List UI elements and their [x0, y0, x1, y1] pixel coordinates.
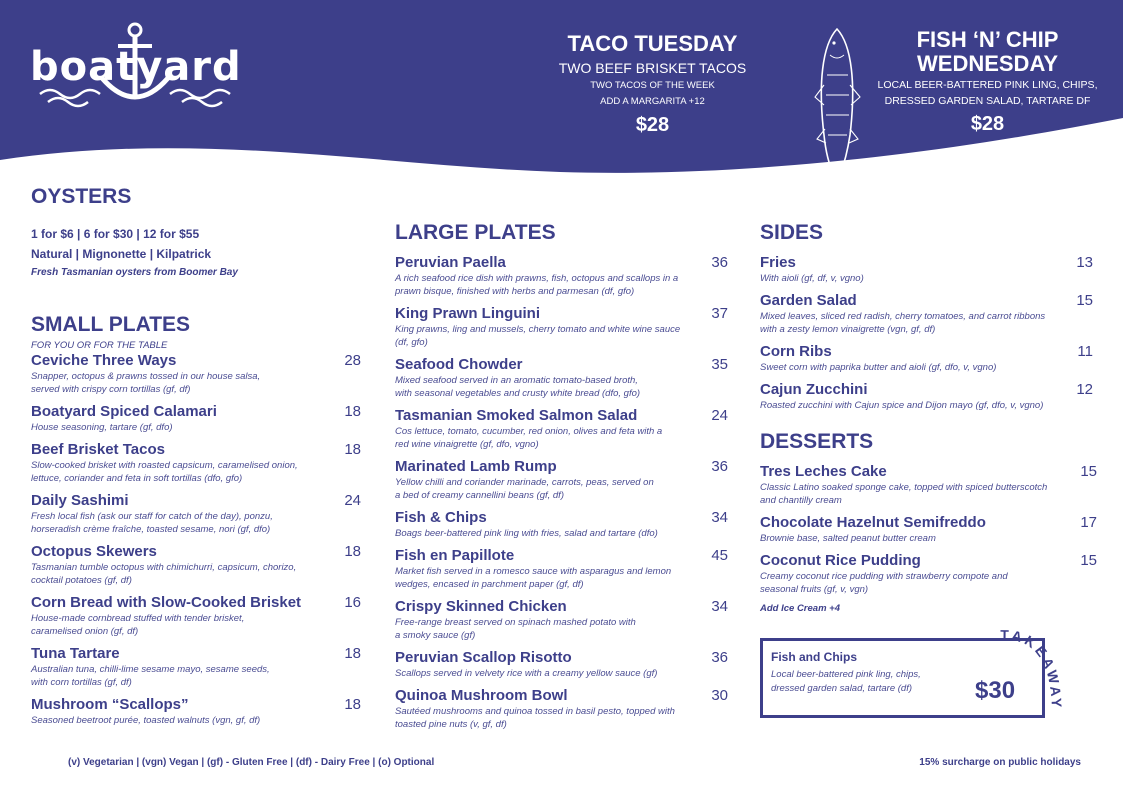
menu-item-price: 34 [711, 598, 728, 615]
menu-item-description: Classic Latino soaked sponge cake, topped with spiced butterscotch [760, 482, 1048, 493]
promo-note: LOCAL BEER-BATTERED PINK LING, CHIPS, [877, 79, 1098, 91]
menu-item [395, 457, 728, 502]
menu-item-name: Peruvian Paella [395, 254, 506, 271]
takeaway-price: $30 [975, 677, 1016, 704]
promo-subtitle: TWO BEEF BRISKET TACOS [558, 60, 747, 76]
menu-item-price: 18 [344, 543, 361, 560]
menu-item-description: Yellow chilli and coriander marinade, carrots, peas, served on [395, 477, 654, 488]
oyster-pricing: 1 for $6 | 6 for $30 | 12 for $55 [31, 227, 200, 241]
menu-item-name: Daily Sashimi [31, 492, 129, 509]
menu-item-name: Cajun Zucchini [760, 381, 868, 398]
fish-wednesday-promo [875, 28, 1100, 136]
menu-item [395, 686, 728, 731]
menu-item-description: a bed of creamy cannellini beans (gf, df) [395, 490, 564, 501]
menu-item-description: Creamy coconut rice pudding with strawberry compote and [760, 571, 1008, 582]
menu-item-description: served with crispy corn tortillas (gf, df) [31, 384, 191, 395]
menu-item [395, 253, 728, 298]
menu-item-name: Ceviche Three Ways [31, 352, 177, 369]
menu-item-description: Mixed seafood served in an aromatic tomato-based broth, [395, 375, 638, 386]
menu-item [31, 695, 361, 727]
menu-item-name: Tuna Tartare [31, 645, 120, 662]
menu-item-description: Mixed leaves, sliced red radish, cherry tomatoes, and carrot ribbons [760, 311, 1046, 322]
menu-item-price: 36 [711, 458, 728, 475]
menu-item-price: 13 [1076, 254, 1093, 271]
small-plates-heading: SMALL PLATES [31, 313, 191, 336]
menu-item-description: with a zesty lemon vinaigrette (vgn, gf, df) [760, 324, 936, 335]
menu-item-price: 24 [344, 492, 361, 509]
menu-item [395, 508, 728, 540]
menu-item-description: Sweet corn with paprika butter and aioli (gf, dfo, v, vgno) [760, 362, 997, 373]
menu-item [760, 253, 1093, 285]
promo-price: $28 [635, 114, 670, 136]
menu-item [760, 513, 1097, 545]
menu-item [31, 351, 361, 396]
svg-text:TAKEAWAY: TAKEAWAY [1000, 626, 1066, 711]
menu-item [760, 291, 1093, 336]
menu-item-description: Free-range breast served on spinach mashed potato with [395, 617, 636, 628]
sides-heading: SIDES [760, 221, 824, 244]
small-plates-list [31, 340, 361, 733]
menu-item-description: prawn bisque, finished with herbs and parmesan (df, gfo) [395, 286, 635, 297]
menu-item-name: Corn Ribs [760, 343, 832, 360]
dessert-addon: Add Ice Cream +4 [760, 603, 840, 614]
small-plates-subtitle: FOR YOU OR FOR THE TABLE [31, 340, 168, 351]
menu-item-description: A rich seafood rice dish with prawns, fish, octopus and scallops in a [395, 273, 679, 284]
menu-item-price: 18 [344, 441, 361, 458]
takeaway-desc-line: dressed garden salad, tartare (df) [771, 683, 912, 694]
menu-item-name: Corn Bread with Slow-Cooked Brisket [31, 594, 302, 611]
menu-item-description: and chantilly cream [760, 495, 842, 506]
menu-item-description: Fresh local fish (ask our staff for catch of the day), ponzu, [31, 511, 273, 522]
menu-item [31, 542, 361, 587]
menu-item-name: Tres Leches Cake [760, 463, 887, 480]
menu-item-price: 35 [711, 356, 728, 373]
menu-item-description: Boags beer-battered pink ling with fries, salad and tartare (dfo) [395, 528, 658, 539]
menu-item-name: Fish & Chips [395, 509, 487, 526]
promo-note: DRESSED GARDEN SALAD, TARTARE DF [884, 95, 1091, 107]
menu-item [395, 355, 728, 400]
large-plates-list [395, 253, 728, 737]
menu-item-description: wedges, encased in parchment paper (gf, df) [395, 579, 584, 590]
takeaway-label [990, 618, 1070, 728]
menu-item [760, 342, 1093, 374]
menu-item-price: 15 [1080, 552, 1097, 569]
promo-title: TACO TUESDAY [567, 31, 738, 56]
menu-item-description: a smoky sauce (gf) [395, 630, 476, 641]
menu-item-description: Tasmanian tumble octopus with chimichurri, capsicum, chorizo, [31, 562, 297, 573]
menu-item [395, 406, 728, 451]
menu-item-description: Cos lettuce, tomato, cucumber, red onion, olives and feta with a [395, 426, 663, 437]
menu-item-price: 30 [711, 687, 728, 704]
menu-item-name: Seafood Chowder [395, 356, 523, 373]
menu-item-name: Peruvian Scallop Risotto [395, 649, 572, 666]
menu-item-description: lettuce, coriander and feta in soft tortillas (dfo, gfo) [31, 473, 243, 484]
menu-item-description: With aioli (gf, df, v, vgno) [760, 273, 864, 284]
menu-item-price: 16 [344, 594, 361, 611]
boatyard-logo [30, 20, 240, 110]
menu-item-description: King prawns, ling and mussels, cherry tomato and white wine sauce [395, 324, 681, 335]
logo-wordmark: boatyard [30, 44, 242, 90]
oyster-types: Natural | Mignonette | Kilpatrick [31, 247, 212, 261]
menu-item-description: Market fish served in a romesco sauce with asparagus and lemon [395, 566, 672, 577]
promo-note: ADD A MARGARITA +12 [600, 96, 705, 107]
menu-item-price: 12 [1076, 381, 1093, 398]
taco-tuesday-promo [545, 32, 760, 137]
menu-item-name: Boatyard Spiced Calamari [31, 403, 217, 420]
menu-item-description: red wine vinaigrette (gf, dfo, vgno) [395, 439, 539, 450]
menu-item-name: King Prawn Linguini [395, 305, 540, 322]
menu-item-description: (df, gfo) [395, 337, 428, 348]
menu-item [760, 551, 1097, 596]
menu-item-name: Quinoa Mushroom Bowl [395, 687, 568, 704]
takeaway-description [771, 668, 951, 696]
menu-item-price: 36 [711, 254, 728, 271]
oysters-heading: OYSTERS [31, 185, 132, 208]
menu-item-price: 18 [344, 645, 361, 662]
menu-item-description: with seasonal vegetables and crusty white bread (dfo, gfo) [395, 388, 641, 399]
menu-item [760, 380, 1093, 412]
menu-item [31, 644, 361, 689]
menu-item-description: House seasoning, tartare (gf, dfo) [31, 422, 173, 433]
menu-item-price: 15 [1076, 292, 1093, 309]
menu-item [31, 440, 361, 485]
oyster-description: Fresh Tasmanian oysters from Boomer Bay [31, 267, 238, 278]
menu-item-description: Brownie base, salted peanut butter cream [760, 533, 936, 544]
menu-item-description: with corn tortillas (gf, df) [31, 677, 132, 688]
menu-item-description: horseradish crème fraîche, toasted sesame, nori (gf, dfo) [31, 524, 271, 535]
promo-title: FISH ‘N’ CHIP [916, 27, 1059, 52]
menu-item-description: Scallops served in velvety rice with a creamy yellow sauce (gf) [395, 668, 658, 679]
promo-title: WEDNESDAY [917, 51, 1058, 76]
menu-item-name: Fries [760, 254, 796, 271]
menu-item-price: 24 [711, 407, 728, 424]
menu-item-description: Sautéed mushrooms and quinoa tossed in basil pesto, topped with [395, 706, 675, 717]
menu-item-name: Marinated Lamb Rump [395, 458, 557, 475]
menu-item-description: Slow-cooked brisket with roasted capsicum, caramelised onion, [31, 460, 298, 471]
menu-item-name: Coconut Rice Pudding [760, 552, 921, 569]
large-plates-heading: LARGE PLATES [395, 221, 556, 244]
menu-item [395, 597, 728, 642]
fish-icon [810, 25, 865, 193]
dietary-legend: (v) Vegetarian | (vgn) Vegan | (gf) - Gluten Free | (df) - Dairy Free | (o) Optional [68, 757, 435, 768]
menu-item-name: Garden Salad [760, 292, 857, 309]
surcharge-note: 15% surcharge on public holidays [919, 757, 1081, 768]
menu-item [395, 648, 728, 680]
desserts-heading: DESSERTS [760, 430, 874, 453]
menu-item-name: Tasmanian Smoked Salmon Salad [395, 407, 638, 424]
menu-item-price: 18 [344, 403, 361, 420]
menu-item-price: 37 [711, 305, 728, 322]
menu-item-name: Octopus Skewers [31, 543, 157, 560]
menu-item-description: caramelised onion (gf, df) [31, 626, 139, 637]
menu-item [395, 304, 728, 349]
menu-item [31, 593, 361, 638]
desserts-list [760, 462, 1097, 616]
menu-item-name: Fish en Papillote [395, 547, 515, 564]
promo-price: $28 [970, 113, 1005, 135]
menu-item [760, 462, 1097, 507]
menu-item-name: Beef Brisket Tacos [31, 441, 165, 458]
menu-item-price: 15 [1080, 463, 1097, 480]
menu-item-name: Crispy Skinned Chicken [395, 598, 567, 615]
menu-item-description: Australian tuna, chilli-lime sesame mayo, sesame seeds, [31, 664, 270, 675]
menu-item-price: 28 [344, 352, 361, 369]
menu-item-description: seasonal fruits (gf, v, vgn) [760, 584, 869, 595]
menu-item-description: Roasted zucchini with Cajun spice and Dijon mayo (gf, dfo, v, vgno) [760, 400, 1044, 411]
sides-list [760, 253, 1093, 418]
menu-item-description: Snapper, octopus & prawns tossed in our house salsa, [31, 371, 261, 382]
menu-item-name: Chocolate Hazelnut Semifreddo [760, 514, 986, 531]
menu-item-price: 11 [1077, 343, 1093, 360]
menu-item-price: 18 [344, 696, 361, 713]
takeaway-desc-line: Local beer-battered pink ling, chips, [771, 669, 921, 680]
menu-item [395, 546, 728, 591]
menu-item-price: 36 [711, 649, 728, 666]
menu-item-price: 45 [711, 547, 728, 564]
promo-note: TWO TACOS OF THE WEEK [590, 80, 715, 91]
oysters-section [31, 224, 351, 282]
menu-item-price: 34 [711, 509, 728, 526]
menu-item [31, 402, 361, 434]
menu-item-price: 17 [1080, 514, 1097, 531]
takeaway-title: Fish and Chips [771, 650, 858, 664]
menu-item-description: cocktail potatoes (gf, df) [31, 575, 132, 586]
menu-item-description: Seasoned beetroot purée, toasted walnuts (vgn, gf, df) [31, 715, 261, 726]
menu-item [31, 491, 361, 536]
menu-item-name: Mushroom “Scallops” [31, 696, 189, 713]
menu-item-description: toasted pine nuts (v, gf, df) [395, 719, 507, 730]
menu-item-description: House-made cornbread stuffed with tender brisket, [31, 613, 245, 624]
